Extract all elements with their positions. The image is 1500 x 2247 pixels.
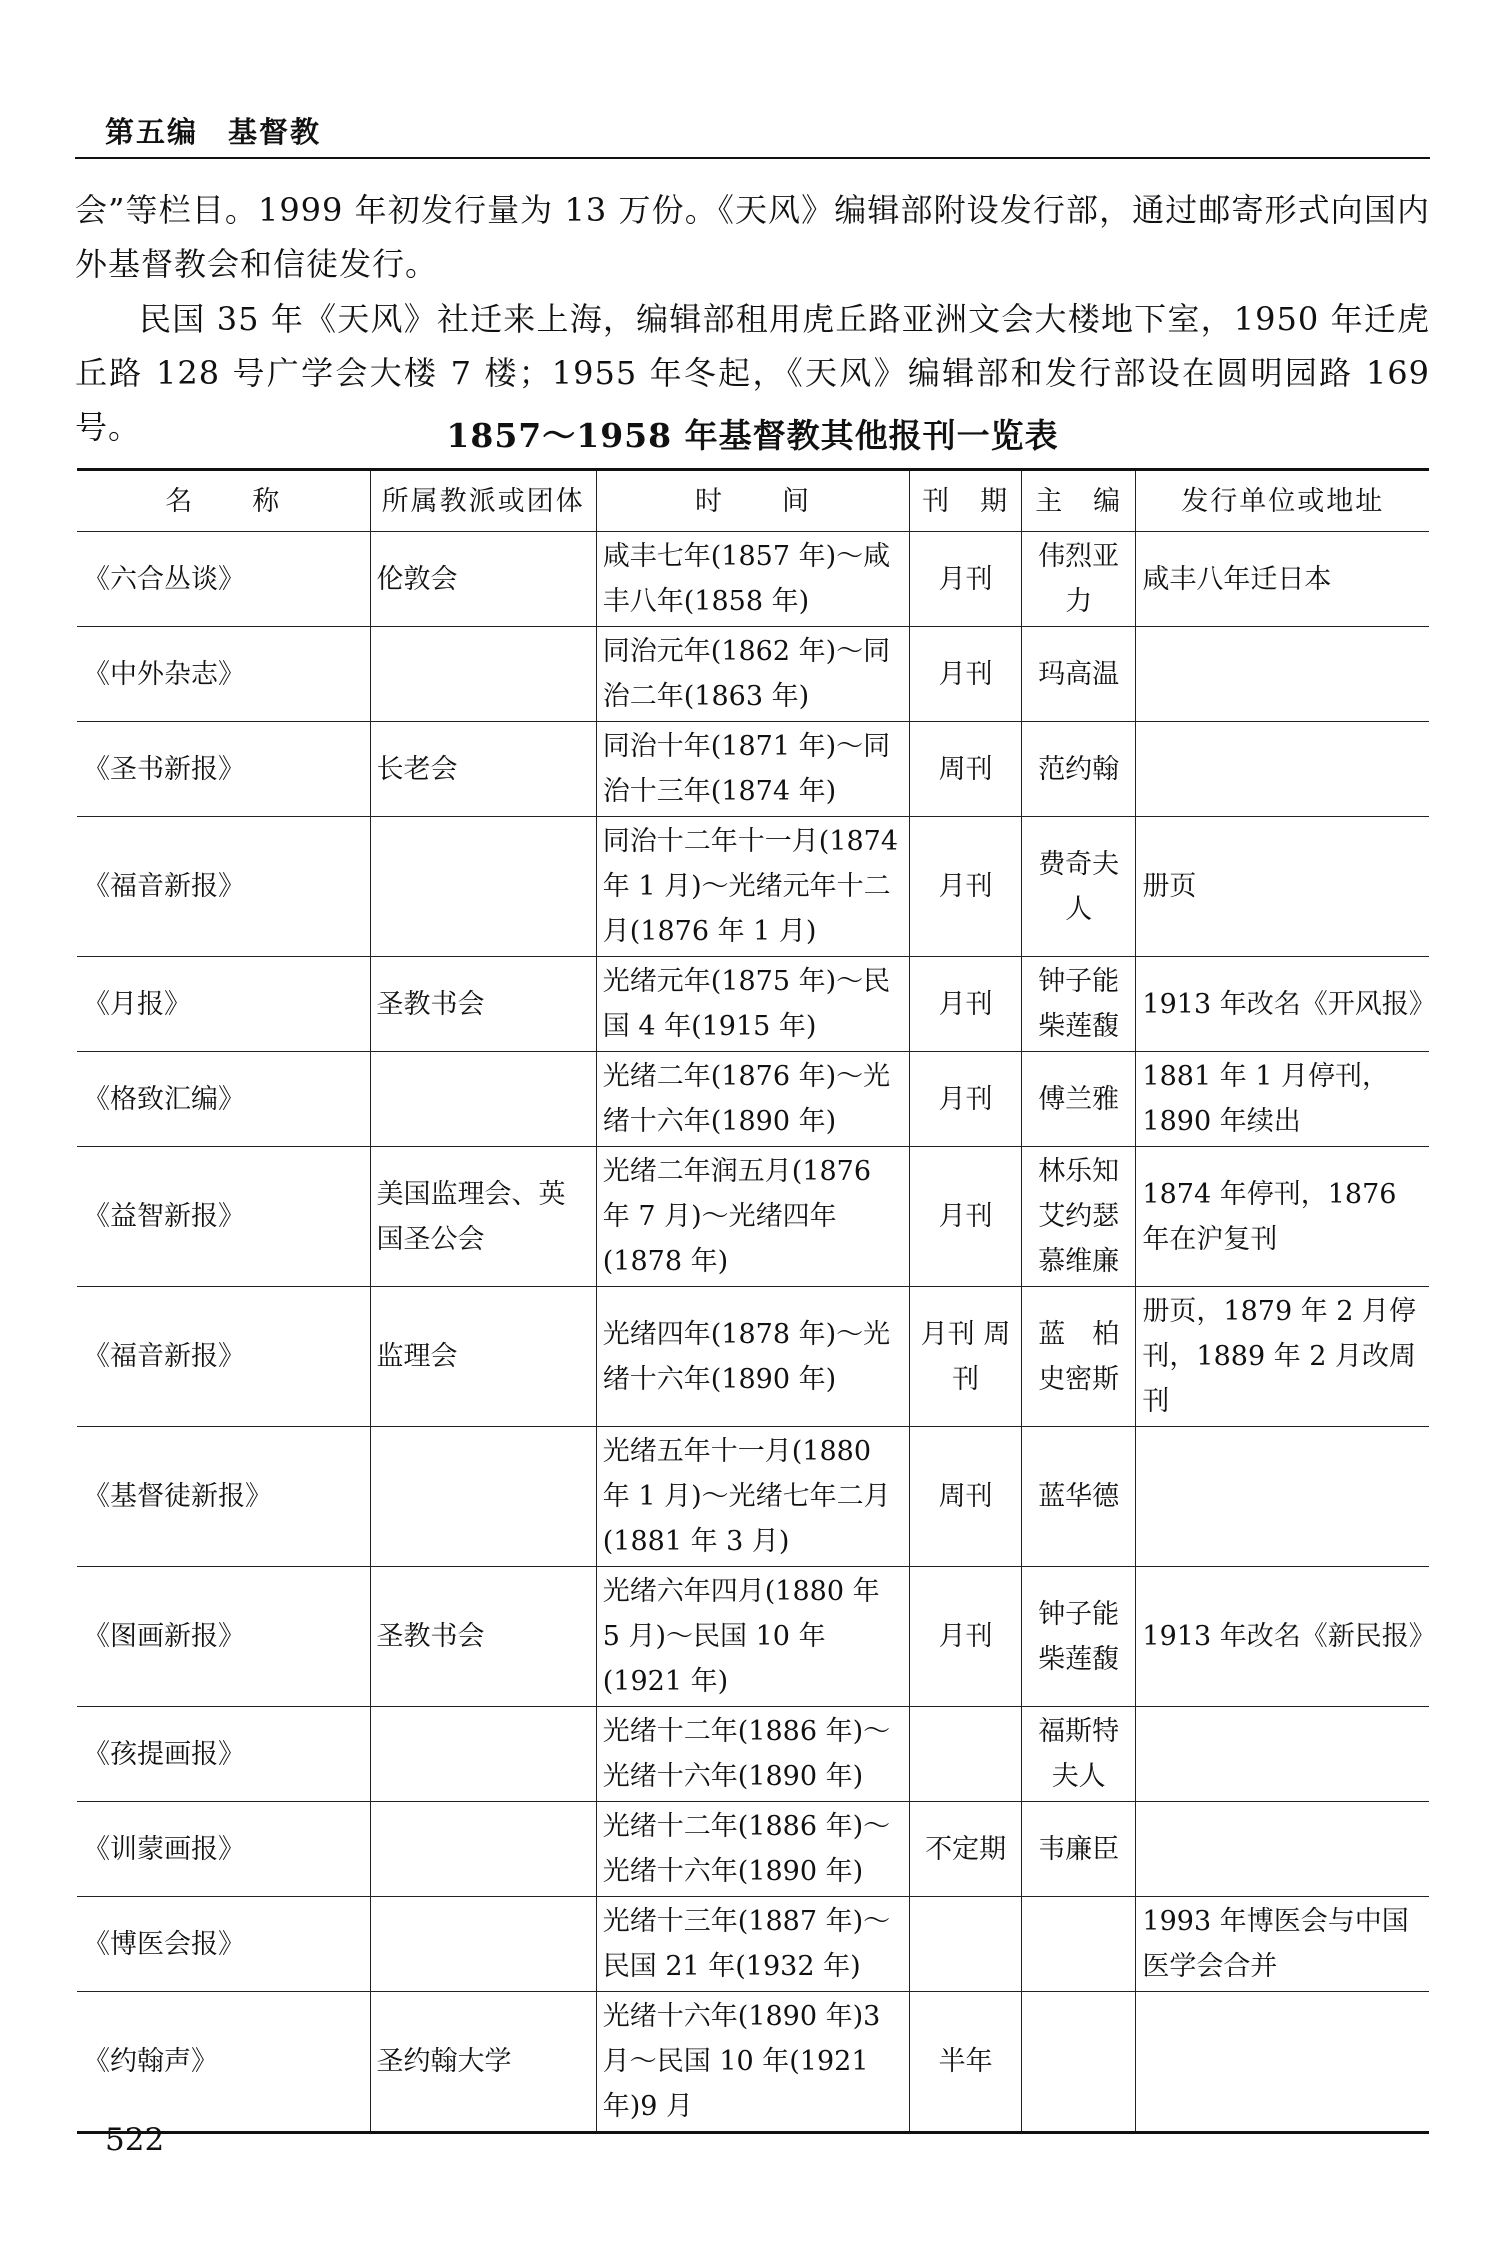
table-row	[77, 1567, 1429, 1707]
cell-time: 同治十年(1871 年)～同治十三年(1874 年)	[596, 722, 909, 817]
cell-name: 《格致汇编》	[77, 1052, 370, 1147]
cell-freq: 月刊	[910, 817, 1022, 957]
cell-publisher: 1913 年改名《新民报》	[1136, 1567, 1429, 1707]
cell-publisher: 1881 年 1 月停刊，1890 年续出	[1136, 1052, 1429, 1147]
cell-time: 同治十二年十一月(1874 年 1 月)～光绪元年十二月(1876 年 1 月)	[596, 817, 909, 957]
cell-editor	[1021, 1992, 1135, 2133]
table-row	[77, 627, 1429, 722]
cell-org	[370, 627, 596, 722]
cell-time: 光绪十二年(1886 年)～光绪十六年(1890 年)	[596, 1707, 909, 1802]
cell-freq: 半年	[910, 1992, 1022, 2133]
table-row	[77, 1147, 1429, 1287]
cell-name: 《月报》	[77, 957, 370, 1052]
cell-publisher: 1913 年改名《开风报》	[1136, 957, 1429, 1052]
table-header-row	[77, 470, 1429, 532]
cell-org	[370, 1897, 596, 1992]
cell-freq	[910, 1707, 1022, 1802]
cell-freq: 月刊 周刊	[910, 1287, 1022, 1427]
table-row	[77, 1427, 1429, 1567]
table-row	[77, 957, 1429, 1052]
cell-freq	[910, 1897, 1022, 1992]
cell-freq: 月刊	[910, 957, 1022, 1052]
col-header-freq: 刊 期	[910, 470, 1022, 532]
cell-org: 圣约翰大学	[370, 1992, 596, 2133]
cell-name: 《中外杂志》	[77, 627, 370, 722]
cell-editor: 范约翰	[1021, 722, 1135, 817]
cell-time: 光绪十三年(1887 年)～民国 21 年(1932 年)	[596, 1897, 909, 1992]
cell-editor: 钟子能 柴莲馥	[1021, 957, 1135, 1052]
table-row	[77, 1992, 1429, 2133]
cell-org	[370, 1707, 596, 1802]
cell-freq: 月刊	[910, 1052, 1022, 1147]
cell-freq: 周刊	[910, 1427, 1022, 1567]
cell-freq: 周刊	[910, 722, 1022, 817]
cell-editor: 韦廉臣	[1021, 1802, 1135, 1897]
cell-org: 圣教书会	[370, 1567, 596, 1707]
table-title: 1857～1958 年基督教其他报刊一览表	[446, 416, 1059, 455]
cell-freq: 月刊	[910, 1567, 1022, 1707]
cell-name: 《六合丛谈》	[77, 532, 370, 627]
table-body	[77, 532, 1436, 2133]
cell-time: 光绪四年(1878 年)～光绪十六年(1890 年)	[596, 1287, 909, 1427]
cell-editor: 蓝 柏 史密斯	[1021, 1287, 1135, 1427]
cell-editor: 钟子能 柴莲馥	[1021, 1567, 1135, 1707]
running-header	[105, 110, 351, 151]
cell-time: 光绪五年十一月(1880 年 1 月)～光绪七年二月(1881 年 3 月)	[596, 1427, 909, 1567]
cell-publisher	[1136, 1707, 1429, 1802]
paragraph-2: 民国 35 年《天风》社迁来上海，编辑部租用虎丘路亚洲文会大楼地下室，1950 年迁虎丘路 128 号广学会大楼 7 楼；1955 年冬起，《天风》编辑部和发行部设在圆明园路 169 号。	[75, 300, 1430, 446]
cell-name: 《益智新报》	[77, 1147, 370, 1287]
cell-editor: 蓝华德	[1021, 1427, 1135, 1567]
cell-editor: 傅兰雅	[1021, 1052, 1135, 1147]
paragraph-1: 会”等栏目。1999 年初发行量为 13 万份。《天风》编辑部附设发行部，通过邮寄形式向国内外基督教会和信徒发行。	[75, 191, 1430, 283]
cell-publisher: 册页，1879 年 2 月停刊，1889 年 2 月改周刊	[1136, 1287, 1429, 1427]
cell-publisher	[1136, 627, 1429, 722]
cell-publisher	[1136, 1802, 1429, 1897]
header-part: 第五编	[105, 115, 199, 149]
col-header-name: 名 称	[77, 470, 370, 532]
col-header-publisher: 发行单位或地址	[1136, 470, 1429, 532]
cell-freq: 月刊	[910, 532, 1022, 627]
cell-name: 《博医会报》	[77, 1897, 370, 1992]
cell-time: 光绪十二年(1886 年)～光绪十六年(1890 年)	[596, 1802, 909, 1897]
table-row	[77, 1052, 1429, 1147]
table-row	[77, 1897, 1429, 1992]
cell-publisher: 1993 年博医会与中国医学会合并	[1136, 1897, 1429, 1992]
cell-name: 《孩提画报》	[77, 1707, 370, 1802]
cell-name: 《训蒙画报》	[77, 1802, 370, 1897]
cell-org: 美国监理会、英国圣公会	[370, 1147, 596, 1287]
cell-org: 圣教书会	[370, 957, 596, 1052]
cell-editor: 伟烈亚力	[1021, 532, 1135, 627]
cell-org: 伦敦会	[370, 532, 596, 627]
cell-publisher: 1874 年停刊，1876 年在沪复刊	[1136, 1147, 1429, 1287]
cell-publisher	[1136, 1992, 1429, 2133]
cell-time: 光绪二年润五月(1876 年 7 月)～光绪四年(1878 年)	[596, 1147, 909, 1287]
cell-name: 《圣书新报》	[77, 722, 370, 817]
table-row	[77, 532, 1429, 627]
cell-time: 同治元年(1862 年)～同治二年(1863 年)	[596, 627, 909, 722]
cell-freq: 月刊	[910, 1147, 1022, 1287]
cell-time: 光绪十六年(1890 年)3 月～民国 10 年(1921 年)9 月	[596, 1992, 909, 2133]
cell-publisher: 咸丰八年迁日本	[1136, 532, 1429, 627]
cell-editor: 林乐知 艾约瑟 慕维廉	[1021, 1147, 1135, 1287]
header-title: 基督教	[228, 115, 322, 149]
cell-org: 长老会	[370, 722, 596, 817]
col-header-org: 所属教派或团体	[370, 470, 596, 532]
cell-publisher	[1136, 1427, 1429, 1567]
cell-editor: 玛高温	[1021, 627, 1135, 722]
cell-publisher: 册页	[1136, 817, 1429, 957]
page-number: 522	[105, 2122, 165, 2158]
cell-editor: 费奇夫人	[1021, 817, 1135, 957]
cell-time: 光绪二年(1876 年)～光绪十六年(1890 年)	[596, 1052, 909, 1147]
cell-name: 《福音新报》	[77, 817, 370, 957]
table-row	[77, 1802, 1429, 1897]
cell-time: 光绪元年(1875 年)～民国 4 年(1915 年)	[596, 957, 909, 1052]
cell-org	[370, 1802, 596, 1897]
col-header-time: 时 间	[596, 470, 909, 532]
cell-org	[370, 1052, 596, 1147]
cell-editor	[1021, 1897, 1135, 1992]
cell-name: 《基督徒新报》	[77, 1427, 370, 1567]
table-row	[77, 1707, 1429, 1802]
cell-org	[370, 1427, 596, 1567]
cell-freq: 不定期	[910, 1802, 1022, 1897]
cell-time: 咸丰七年(1857 年)～咸丰八年(1858 年)	[596, 532, 909, 627]
cell-name: 《图画新报》	[77, 1567, 370, 1707]
table-row	[77, 817, 1429, 957]
table-row	[77, 722, 1429, 817]
cell-freq: 月刊	[910, 627, 1022, 722]
table-row	[77, 1287, 1429, 1427]
header-rule	[75, 157, 1430, 159]
periodicals-table	[77, 468, 1436, 2134]
col-header-editor: 主 编	[1021, 470, 1135, 532]
cell-org	[370, 817, 596, 957]
cell-name: 《福音新报》	[77, 1287, 370, 1427]
cell-org: 监理会	[370, 1287, 596, 1427]
cell-publisher	[1136, 722, 1429, 817]
cell-time: 光绪六年四月(1880 年 5 月)～民国 10 年(1921 年)	[596, 1567, 909, 1707]
cell-editor: 福斯特夫人	[1021, 1707, 1135, 1802]
cell-name: 《约翰声》	[77, 1992, 370, 2133]
